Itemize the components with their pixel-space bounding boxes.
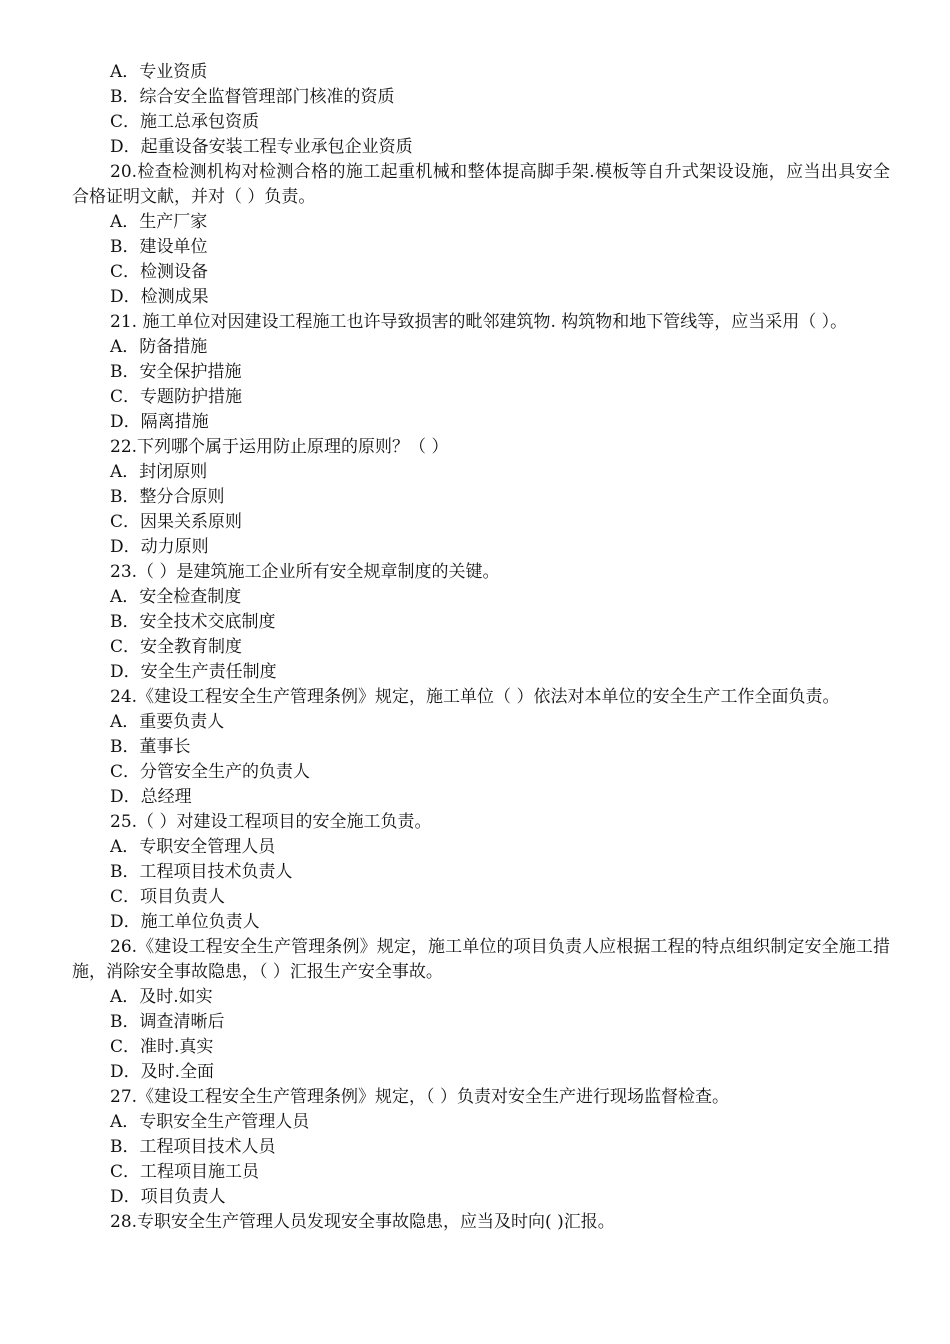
question-text: 21. 施工单位对因建设工程施工也许导致损害的毗邻建筑物. 构筑物和地下管线等，应当采用（ ）。 bbox=[110, 312, 848, 332]
document-page bbox=[72, 60, 890, 1235]
answer-option: B．调查清晰后 bbox=[110, 1012, 225, 1032]
answer-option: C．工程项目施工员 bbox=[110, 1162, 260, 1182]
answer-option: B．综合安全监督管理部门核准的资质 bbox=[110, 87, 395, 107]
answer-option: A．重要负责人 bbox=[110, 712, 225, 732]
answer-option: D．隔离措施 bbox=[110, 412, 209, 432]
question-text: 20.检查检测机构对检测合格的施工起重机械和整体提高脚手架.模板等自升式架设设施，应当出具安全合格证明文献，并对（ ）负责。 bbox=[72, 162, 890, 207]
answer-option: D．及时.全面 bbox=[110, 1062, 215, 1082]
question-text: 23.（ ）是建筑施工企业所有安全规章制度的关键。 bbox=[110, 562, 500, 582]
answer-option: A．封闭原则 bbox=[110, 462, 208, 482]
answer-option: A．专职安全管理人员 bbox=[110, 837, 276, 857]
answer-option: A．及时.如实 bbox=[110, 987, 213, 1007]
answer-option: D．施工单位负责人 bbox=[110, 912, 260, 932]
answer-option: D．安全生产责任制度 bbox=[110, 662, 277, 682]
answer-option: C．因果关系原则 bbox=[110, 512, 243, 532]
answer-option: B．建设单位 bbox=[110, 237, 208, 257]
question-text: 22.下列哪个属于运用防止原理的原则？（ ） bbox=[110, 437, 449, 457]
answer-option: D．项目负责人 bbox=[110, 1187, 226, 1207]
answer-option: D．起重设备安装工程专业承包企业资质 bbox=[110, 137, 413, 157]
answer-option: A．防备措施 bbox=[110, 337, 208, 357]
question-text: 26.《建设工程安全生产管理条例》规定，施工单位的项目负责人应根据工程的特点组织制定安全施工措施，消除安全事故隐患，（ ）汇报生产安全事故。 bbox=[72, 937, 890, 982]
answer-option: B．工程项目技术负责人 bbox=[110, 862, 293, 882]
answer-option: C．专题防护措施 bbox=[110, 387, 243, 407]
answer-option: A．专职安全生产管理人员 bbox=[110, 1112, 310, 1132]
answer-option: C．分管安全生产的负责人 bbox=[110, 762, 311, 782]
answer-option: D．总经理 bbox=[110, 787, 192, 807]
answer-option: A．专业资质 bbox=[110, 62, 208, 82]
answer-option: B．整分合原则 bbox=[110, 487, 225, 507]
answer-option: C．施工总承包资质 bbox=[110, 112, 260, 132]
answer-option: C．安全教育制度 bbox=[110, 637, 243, 657]
question-text: 28.专职安全生产管理人员发现安全事故隐患，应当及时向( )汇报。 bbox=[110, 1212, 615, 1232]
answer-option: D．动力原则 bbox=[110, 537, 209, 557]
answer-option: C．项目负责人 bbox=[110, 887, 226, 907]
answer-option: B．董事长 bbox=[110, 737, 191, 757]
answer-option: D．检测成果 bbox=[110, 287, 209, 307]
answer-option: B．安全技术交底制度 bbox=[110, 612, 276, 632]
question-text: 25.（ ）对建设工程项目的安全施工负责。 bbox=[110, 812, 432, 832]
answer-option: B．工程项目技术人员 bbox=[110, 1137, 276, 1157]
question-text: 27.《建设工程安全生产管理条例》规定，（ ）负责对安全生产进行现场监督检查。 bbox=[110, 1087, 729, 1107]
answer-option: B．安全保护措施 bbox=[110, 362, 242, 382]
question-text: 24.《建设工程安全生产管理条例》规定，施工单位（ ）依法对本单位的安全生产工作全面负责。 bbox=[110, 687, 840, 707]
answer-option: A．生产厂家 bbox=[110, 212, 208, 232]
answer-option: C．检测设备 bbox=[110, 262, 209, 282]
answer-option: A．安全检查制度 bbox=[110, 587, 242, 607]
answer-option: C．准时.真实 bbox=[110, 1037, 214, 1057]
